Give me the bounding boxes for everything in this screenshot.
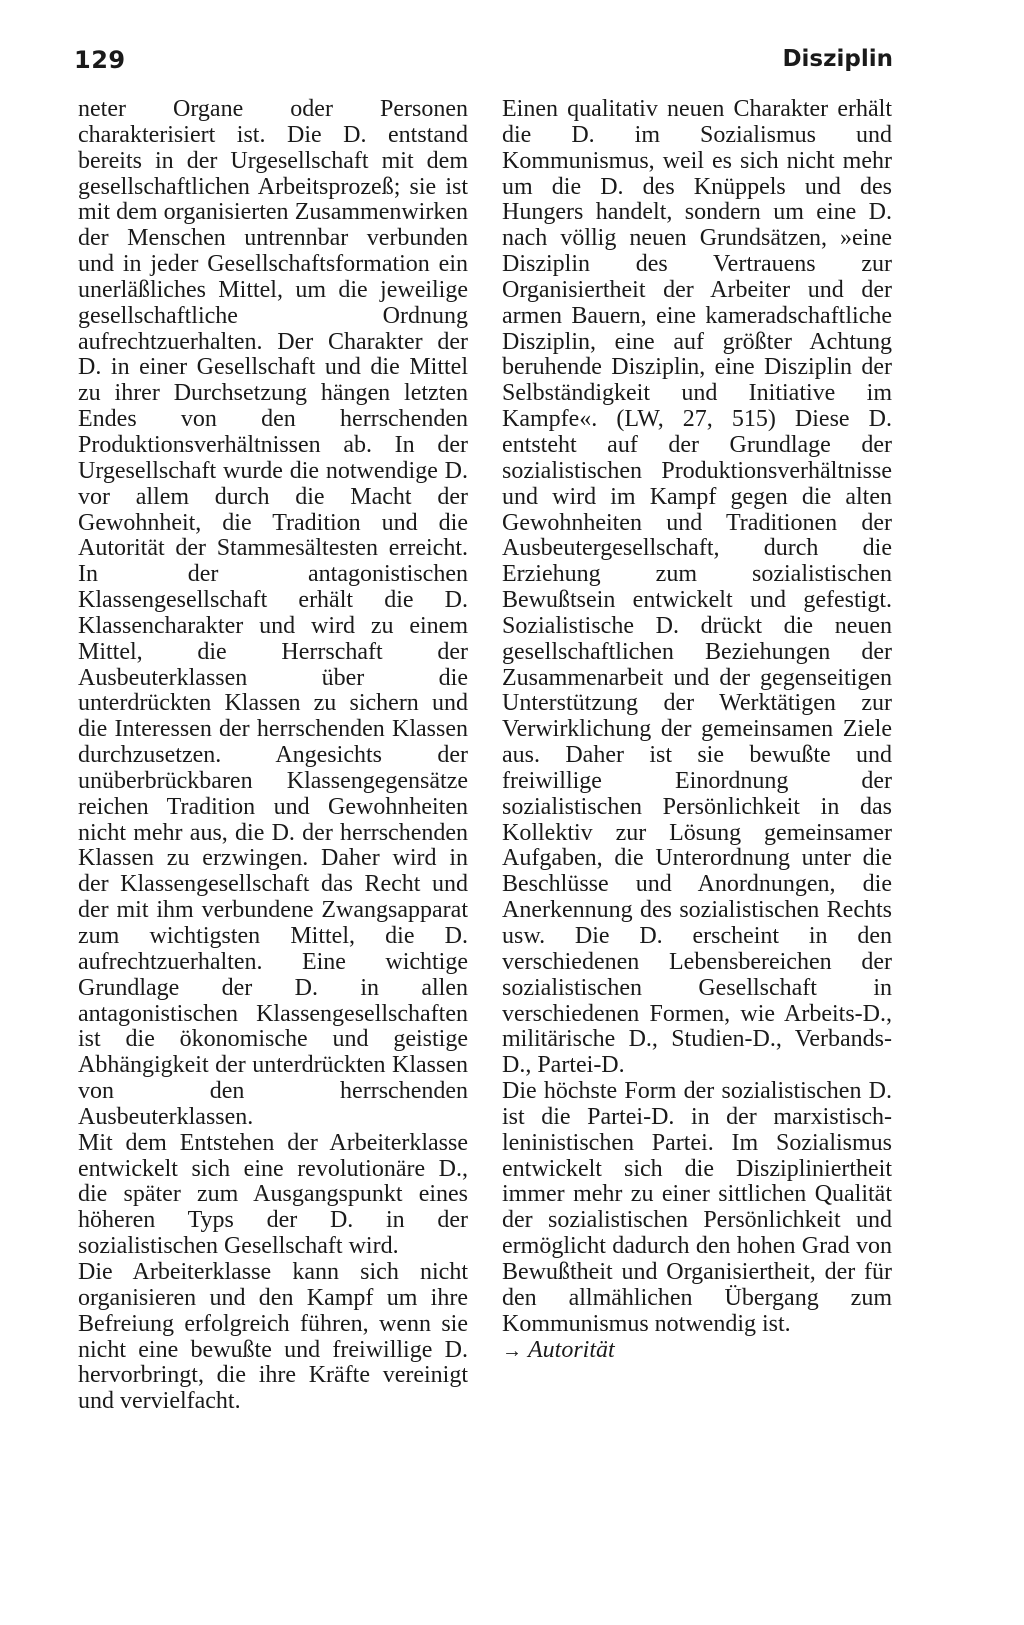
- cross-reference[interactable]: [502, 1338, 892, 1365]
- arrow-right-icon: →: [502, 1339, 522, 1362]
- paragraph: Mit dem Entstehen der Arbeiterklasse entwickelt sich eine revolutionäre D., die später zum Ausgangspunkt eines höheren Typs der D. in der sozialistischen Gesellschaft wird.: [78, 1129, 468, 1260]
- paragraph: Einen qualitativ neuen Charakter erhält die D. im Sozialismus und Kommunismus, weil es sich nicht mehr um die D. des Knüppels und des Hungers handelt, sondern um eine D. nach völlig neuen Grundsätzen, »eine Disziplin des Vertrauens zur Organisiertheit der Arbeiter und der armen Bauern, eine kameradschaftliche Disziplin, eine auf größter Achtung beruhende Disziplin, eine Disziplin der Selbständigkeit und Initiative im Kampfe«. (LW, 27, 515) Diese D. entsteht auf der Grundlage der sozialistischen Produktionsverhältnisse und wird im Kampf gegen die alten Gewohnheiten und Traditionen der Ausbeutergesellschaft, durch die Erziehung zum sozialistischen Bewußtsein entwickelt und gefestigt. Sozialistische D. drückt die neuen gesellschaftlichen Beziehungen der Zusammenarbeit und der gegenseitigen Unterstützung der Werktätigen zur Verwirklichung der gemeinsamen Ziele aus. Daher ist sie bewußte und freiwillige Einordnung der sozialistischen Persönlichkeit in das Kollektiv zur Lösung gemeinsamer Aufgaben, die Unterordnung unter die Beschlüsse und Anordnungen, die Anerkennung des sozialistischen Rechts usw. Die D. erscheint in den verschiedenen Lebensbereichen der sozialistischen Gesellschaft in verschiedenen Formen, wie Arbeits-D., militärische D., Studien-D., Verbands-D., Partei-D.: [502, 96, 892, 1079]
- paragraph: neter Organe oder Personen charakterisiert ist. Die D. entstand bereits in der Urgesellschaft mit dem gesellschaftlichen Arbeitsprozeß; sie ist mit dem organisierten Zusammenwirken der Menschen untrennbar verbunden und in jeder Gesellschaftsformation ein unerläßliches Mittel, um die jeweilige gesellschaftliche Ordnung aufrechtzuerhalten. Der Charakter der D. in einer Gesellschaft und die Mittel zu ihrer Durchsetzung hängen letzten Endes von den herrschenden Produktionsverhältnissen ab. In der Urgesellschaft wurde die notwendige D. vor allem durch die Macht der Gewohnheit, die Tradition und die Autorität der Stammesältesten erreicht. In der antagonistischen Klassengesellschaft erhält die D. Klassencharakter und wird zu einem Mittel, die Herrschaft der Ausbeuterklassen über die unterdrückten Klassen zu sichern und die Interessen der herrschenden Klassen durchzusetzen. Angesichts der unüberbrückbaren Klassengegensätze reichen Tradition und Gewohnheiten nicht mehr aus, die D. der herrschenden Klassen zu erzwingen. Daher wird in der Klassengesellschaft das Recht und der mit ihm verbundene Zwangsapparat zum wichtigsten Mittel, die D. aufrechtzuerhalten. Eine wichtige Grundlage der D. in allen antagonistischen Klassengesellschaften ist die ökonomische und geistige Abhängigkeit der unterdrückten Klassen von den herrschenden Ausbeuterklassen.: [78, 96, 468, 1130]
- paragraph: Die Arbeiterklasse kann sich nicht organisieren und den Kampf um ihre Befreiung erfolgreich führen, wenn sie nicht eine bewußte und freiwillige D. hervorbringt, die ihre Kräfte vereinigt und vervielfacht.: [78, 1258, 468, 1415]
- left-column: [78, 97, 468, 1415]
- right-column: [502, 97, 892, 1364]
- cross-reference-link[interactable]: Autorität: [528, 1336, 615, 1363]
- paragraph: Die höchste Form der sozialistischen D. ist die Partei-D. in der marxistisch-leninistischen Partei. Im Sozialismus entwickelt sich die Diszipliniertheit immer mehr zu einer sittlichen Qualität der sozialistischen Persönlichkeit und ermöglicht dadurch den hohen Grad von Bewußtheit und Organisiertheit, der für den allmählichen Übergang zum Kommunismus notwendig ist.: [502, 1078, 892, 1337]
- running-head: Disziplin: [782, 46, 893, 72]
- page-number: 129: [74, 46, 126, 74]
